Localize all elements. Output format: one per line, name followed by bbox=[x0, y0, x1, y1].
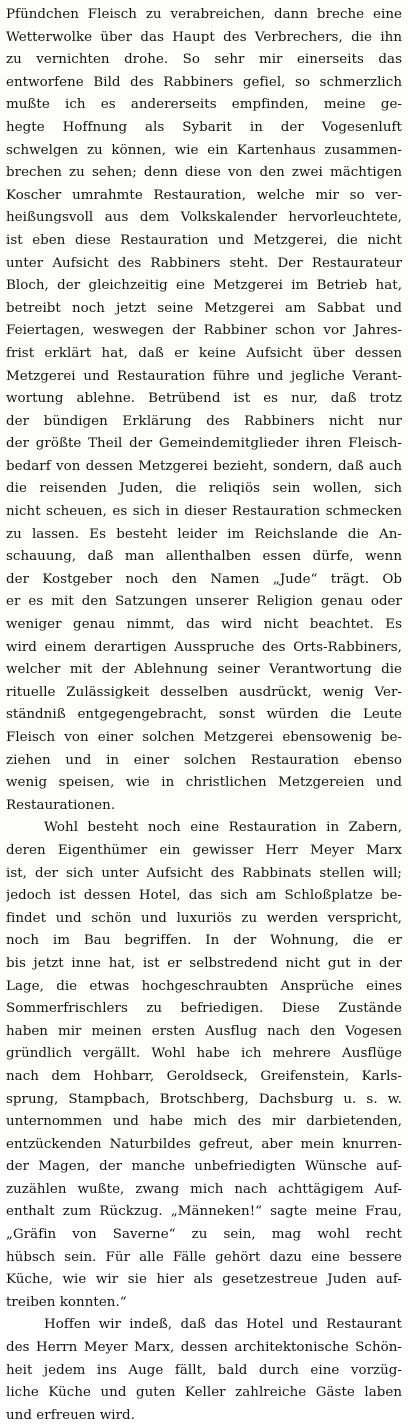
text-line: bis jetzt inne hat, ist er selbstredend nicht gut in der bbox=[6, 955, 402, 971]
text-line: betreibt noch jetzt seine Metzgerei am Sabbat und bbox=[6, 300, 402, 316]
text-line: mußte ich es andererseits empfinden, meine ge- bbox=[6, 97, 402, 113]
text-line: schwelgen zu können, wie ein Kartenhaus zusammen- bbox=[6, 142, 402, 158]
text-line: Wetterwolke über das Haupt des Verbrechers, die ihn bbox=[6, 29, 402, 45]
text-line: zu lassen. Es besteht leider im Reichslande die An- bbox=[6, 526, 402, 542]
text-line: schauung, daß man allenthalben essen dürfe, wenn bbox=[6, 549, 402, 565]
text-line: liche Küche und guten Keller zahlreiche Gäste laben bbox=[6, 1385, 402, 1401]
text-line: hübsch sein. Für alle Fälle gehört dazu eine bessere bbox=[6, 1249, 402, 1265]
text-line: unter Aufsicht des Rabbiners steht. Der Restaurateur bbox=[6, 255, 402, 271]
text-line: bedarf von dessen Metzgerei bezieht, sondern, daß auch bbox=[6, 458, 402, 474]
text-line: des Herrn Meyer Marx, dessen architektonische Schön- bbox=[6, 1340, 402, 1356]
text-line: Sommerfrischlers zu befriedigen. Diese Zustände bbox=[6, 1001, 402, 1017]
text-line: Bloch, der gleichzeitig eine Metzgerei im Betrieb hat, bbox=[6, 278, 402, 294]
text-line: wenig speisen, wie in christlichen Metzgereien und bbox=[6, 775, 402, 791]
text-line: wortung ablehne. Betrübend ist es nur, daß trotz bbox=[6, 391, 402, 407]
text-line: nicht scheuen, es sich in dieser Restauration schmecken bbox=[6, 504, 402, 520]
text-line: Wohl besteht noch eine Restauration in Zabern, bbox=[44, 820, 402, 836]
text-line: Hoffen wir indeß, daß das Hotel und Restaurant bbox=[44, 1317, 402, 1333]
text-line: Feiertagen, weswegen der Rabbiner schon vor Jahres- bbox=[6, 323, 402, 339]
text-line: heit jedem ins Auge fällt, bald durch eine vorzüg- bbox=[6, 1362, 402, 1378]
text-line: der Magen, der manche unbefriedigten Wünsche auf- bbox=[6, 1159, 402, 1175]
text-line: nach dem Hohbarr, Geroldseck, Greifenstein, Karls- bbox=[6, 1068, 402, 1084]
text-line: ist, der sich unter Aufsicht des Rabbinats stellen will; bbox=[6, 865, 402, 881]
text-line: unternommen und habe mich des mir darbietenden, bbox=[6, 1114, 402, 1130]
text-line: ziehen und in einer solchen Restauration ebenso bbox=[6, 752, 402, 768]
text-line: welcher mit der Ablehnung seiner Verantwortung die bbox=[6, 662, 402, 678]
text-line: Restaurationen. bbox=[6, 797, 116, 813]
text-line: „Gräfin von Saverne“ zu sein, mag wohl recht bbox=[6, 1227, 402, 1243]
text-line: sprung, Stampbach, Brotschberg, Dachsburg u. s. w. bbox=[6, 1091, 402, 1107]
text-line: weniger genau nimmt, das wird nicht beachtet. Es bbox=[6, 617, 402, 633]
text-line: treiben konnten.“ bbox=[6, 1294, 127, 1310]
text-line: Metzgerei und Restauration führe und jegliche Verant- bbox=[6, 368, 402, 384]
text-line: enthalt zum Rückzug. „Männeken!“ sagte meine Frau, bbox=[6, 1204, 402, 1220]
text-line: zu vernichten drohe. So sehr mir einerseits das bbox=[6, 52, 402, 68]
text-line: findet und schön und luxuriös zu werden verspricht, bbox=[6, 910, 402, 926]
text-line: noch im Bau begriffen. In der Wohnung, die er bbox=[6, 933, 402, 949]
text-line: Pfündchen Fleisch zu verabreichen, dann breche eine bbox=[6, 7, 402, 22]
text-line: ständniß entgegengebracht, sonst würden die Leute bbox=[6, 707, 402, 723]
text-line: der größte Theil der Gemeindemitglieder ihren Fleisch- bbox=[6, 436, 402, 452]
text-line: hegte Hoffnung als Sybarit in der Vogesenluft bbox=[6, 119, 402, 135]
text-line: ist eben diese Restauration und Metzgerei, die nicht bbox=[6, 232, 402, 248]
paragraph-2 bbox=[6, 817, 402, 1314]
text-line: heißungsvoll aus dem Volkskalender hervorleuchtete, bbox=[6, 210, 402, 226]
text-line: haben mir meinen ersten Ausflug nach den Vogesen bbox=[6, 1023, 402, 1039]
text-line: der Kostgeber noch den Namen „Jude“ trägt. Ob bbox=[6, 571, 402, 587]
text-line: wird einem derartigen Ausspruche des Orts-Rabbiners, bbox=[6, 639, 402, 655]
text-line: jedoch ist dessen Hotel, das sich am Schloßplatze be- bbox=[6, 888, 402, 904]
text-line: er es mit den Satzungen unserer Religion genau oder bbox=[6, 594, 402, 610]
text-line: Fleisch von einer solchen Metzgerei ebensowenig be- bbox=[6, 730, 402, 745]
text-line: deren Eigenthümer ein gewisser Herr Meyer Marx bbox=[6, 842, 402, 858]
text-line: rituelle Zulässigkeit desselben ausdrückt, wenig Ver- bbox=[6, 684, 402, 700]
paragraph-3 bbox=[6, 1314, 402, 1427]
text-line: entzückenden Naturbildes gefreut, aber mein knurren- bbox=[6, 1136, 402, 1152]
paragraph-1 bbox=[6, 4, 402, 817]
text-line: die reisenden Juden, die reliqiös sein wollen, sich bbox=[6, 481, 402, 497]
text-line: zuzählen wußte, zwang mich nach achttägigem Auf- bbox=[6, 1181, 402, 1197]
text-line: und erfreuen wird. bbox=[6, 1407, 135, 1423]
text-line: gründlich vergällt. Wohl habe ich mehrere Ausflüge bbox=[6, 1046, 402, 1062]
text-line: Lage, die etwas hochgeschraubten Ansprüche eines bbox=[6, 978, 402, 994]
text-line: Koscher umrahmte Restauration, welche mir so ver- bbox=[6, 187, 402, 203]
text-line: der bündigen Erklärung des Rabbiners nicht nur bbox=[6, 413, 402, 429]
text-line: frist erklärt hat, daß er keine Aufsicht über dessen bbox=[6, 345, 402, 361]
text-line: Küche, wie wir sie hier als gesetzestreue Juden auf- bbox=[6, 1272, 402, 1288]
text-line: entworfene Bild des Rabbiners gefiel, so schmerzlich bbox=[6, 74, 402, 90]
text-line: brechen zu sehen; denn diese von den zwei mächtigen bbox=[6, 165, 402, 181]
